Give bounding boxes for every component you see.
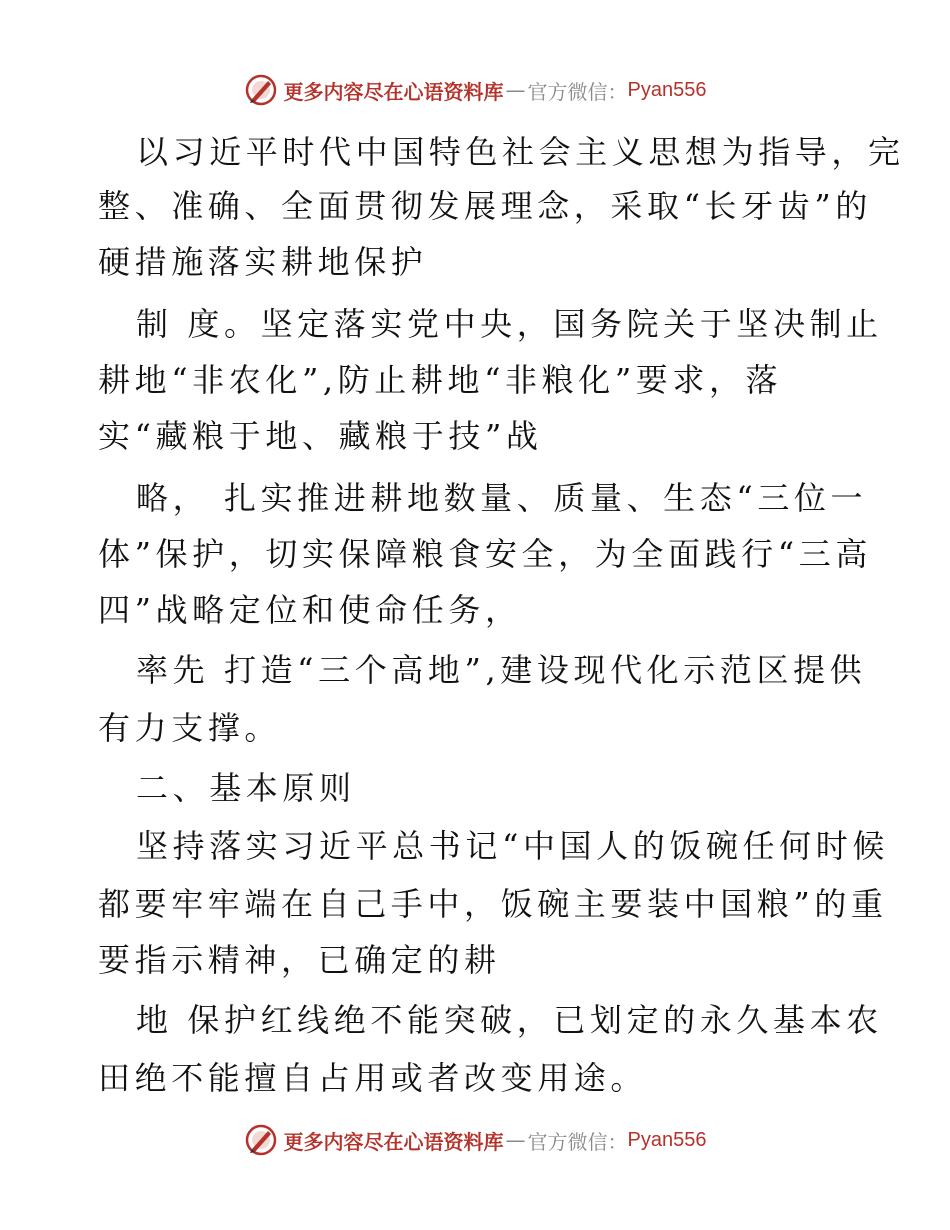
section-heading: 二、基本原则 [136, 769, 356, 807]
paragraph-line: 地 保护红线绝不能突破，已划定的永久基本农 [136, 1001, 883, 1039]
paragraph-line: 以习近平时代中国特色社会主义思想为指导，完 [136, 133, 905, 171]
paragraph-line: 略， 扎实推进耕地数量、质量、生态“三位一 [136, 479, 868, 517]
banner-text [284, 76, 707, 105]
paragraph-line: 耕地“非农化”,防止耕地“非粮化”要求，落 [98, 361, 783, 399]
paragraph-line: 实“藏粮于地、藏粮于技”战 [98, 417, 543, 455]
banner-wechat-id: Pyan556 [627, 78, 707, 101]
paragraph-line: 田绝不能擅自占用或者改变用途。 [98, 1059, 648, 1097]
banner-separator: — [505, 78, 526, 102]
paragraph-line: 四”战略定位和使命任务， [98, 591, 522, 629]
banner-brand: 更多内容尽在心语资料库 [283, 1129, 504, 1154]
banner-label: 官方微信： [527, 1129, 628, 1154]
pen-logo-icon [244, 73, 278, 107]
header-banner [0, 70, 950, 110]
paragraph-line: 都要牢牢端在自己手中，饭碗主要装中国粮”的重 [98, 885, 888, 923]
footer-banner [0, 1120, 950, 1160]
paragraph-line: 率先 打造“三个高地”,建设现代化示范区提供 [136, 651, 867, 689]
banner-label: 官方微信： [527, 79, 628, 104]
paragraph-line: 硬措施落实耕地保护 [98, 243, 428, 281]
banner-separator: — [505, 1128, 526, 1152]
paragraph-line: 制 度。坚定落实党中央，国务院关于坚决制止 [136, 305, 883, 343]
paragraph-line: 要指示精神，已确定的耕 [98, 941, 501, 979]
banner-wechat-id: Pyan556 [627, 1128, 707, 1151]
pen-logo-icon [244, 1123, 278, 1157]
paragraph-line: 整、准确、全面贯彻发展理念，采取“长牙齿”的 [98, 187, 872, 225]
banner-brand: 更多内容尽在心语资料库 [283, 79, 504, 104]
paragraph-line: 体”保护，切实保障粮食安全，为全面践行“三高 [98, 535, 872, 573]
paragraph-line: 坚持落实习近平总书记“中国人的饭碗任何时候 [136, 827, 889, 865]
paragraph-line: 有力支撑。 [98, 709, 282, 747]
banner-text [284, 1126, 707, 1155]
